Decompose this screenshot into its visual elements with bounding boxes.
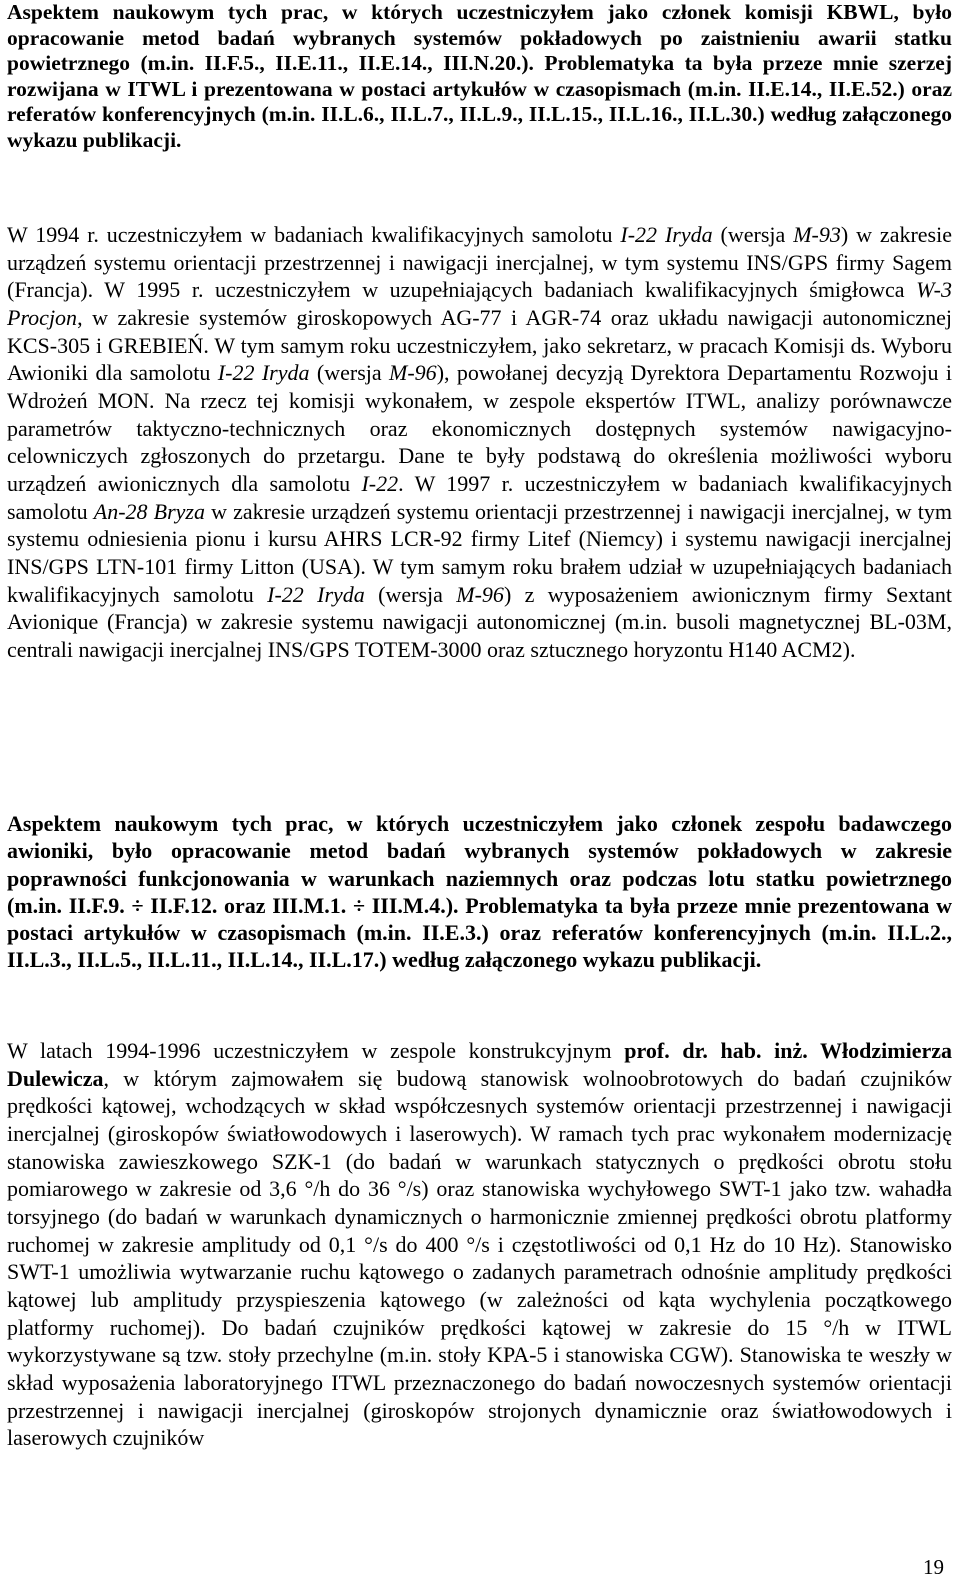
aircraft-version: M-96	[389, 360, 437, 386]
text-run: ) z wyposażeniem awionicznym firmy Sextant Avionique (Francja) w zakresie systemu nawigacji autonomicznej (m.in. busoli magnetycznej BL-03M, centrali nawigacji inercjalnej INS/GPS TOTEM-3000 oraz sztucznego horyzontu H140 ACM2).	[7, 581, 952, 662]
text-run: ), powołanej decyzją Dyrektora Departamentu Rozwoju i Wdrożeń MON. Na rzecz tej komisji wykonałem, w zespole ekspertów ITWL, analizy porównawcze parametrów taktyczno-technicznych oraz ekonomicznych dostępnych systemów nawigacyjno-celowniczych zgłoszonych do przetargu. Dane te były podstawą do określenia możliwości wyboru urządzeń awionicznych dla samolotu	[7, 360, 952, 496]
text-run: (wersja	[364, 581, 457, 607]
text-run: , w zakresie systemów giroskopowych AG-77 i AGR-74 oraz układu nawigacji autonomicznej KCS-305 i GREBIEŃ. W tym samym roku uczestniczyłem, jako sekretarz, w pracach Komisji ds. Wyboru Awioniki dla samolotu	[7, 304, 952, 386]
helicopter-name: W-3 Procjon	[7, 277, 952, 330]
page-number: 19	[923, 1555, 944, 1579]
paragraph-text: Aspektem naukowym tych prac, w których uczestniczyłem jako członek komisji KBWL, było opracowanie metod badań wybranych systemów pokładowych po zaistnieniu awarii statku powietrznego (m.in. II.F.5., II.E.11., II.E.14., III.N.20.). Problematyka ta była przeze mnie szerzej rozwijana w ITWL i prezentowana w postaci artykułów w czasopismach (m.in. II.E.14., II.E.52.) oraz referatów konferencyjnych (m.in. II.L.6., II.L.7., II.L.9., II.L.15., II.L.16., II.L.30.) według załączonego wykazu publikacji.	[7, 0, 952, 152]
text-run: . W 1997 r. uczestniczyłem w badaniach kwalifikacyjnych samolotu	[7, 470, 952, 524]
paragraph-test-stands	[7, 1037, 952, 1452]
text-run: w zakresie urządzeń systemu orientacji przestrzennej i nawigacji inercjalnej, w tym systemu odniesienia pionu i kursu AHRS LCR-92 firmy Litef (Niemcy) i systemu nawigacji inercjalnej INS/GPS LTN-101 firmy Litton (USA). W tym samym roku brałem udział w uzupełniających badaniach kwalifikacyjnych samolotu	[7, 498, 952, 607]
aircraft-version: M-93	[793, 222, 841, 247]
text-run: W latach 1994-1996 uczestniczyłem w zespole konstrukcyjnym	[7, 1038, 625, 1063]
text-run: (wersja	[712, 222, 794, 247]
aircraft-name: An-28 Bryza	[93, 498, 205, 524]
text-run: ) w zakresie urządzeń systemu orientacji przestrzennej i nawigacji inercjalnej, w tym systemu INS/GPS firmy Sagem (Francja). W 1995 r. uczestniczyłem w uzupełniających badaniach kwalifikacyjnych śmigłowca	[7, 222, 952, 303]
aircraft-name: I-22 Iryda	[620, 222, 713, 247]
text-run: , w którym zajmowałem się budową stanowisk wolnoobrotowych do badań czujników prędkości kątowej, wchodzących w skład współczesnych systemów orientacji przestrzennej i nawigacji inercjalnej (giroskopów światłowodowych i laserowych). W ramach tych prac wykonałem modernizację stanowiska zawieszkowego SZK-1 (do badań w warunkach statycznych o prędkości obrotu stołu pomiarowego w zakresie od 3,6 °/h do 36 °/s) oraz stanowiska wychyłowego SWT-1 jako tzw. wahadła torsyjnego (do badań w warunkach dynamicznych o harmonicznie zmiennej prędkości obrotu platformy ruchomej w zakresie amplitudy od 0,1 °/s do 400 °/s i częstotliwości od 0,1 Hz do 10 Hz). Stanowisko SWT-1 umożliwia wytwarzanie ruchu kątowego o zadanych parametrach odnośnie amplitudy prędkości kątowej lub amplitudy przyspieszenia kątowego (w zależności od kąta wychylenia początkowego platformy ruchomej). Do badań czujników prędkości kątowej w zakresie do 15 °/h w ITWL wykorzystywane są tzw. stoły przechylne (m.in. stoły KPA-5 i stanowiska CGW). Stanowiska te weszły w skład wyposażenia laboratoryjnego ITWL przeznaczonego do badań nowoczesnych systemów orientacji przestrzennej i nawigacji inercjalnej (giroskopów strojonych dynamicznie oraz światłowodowych i laserowych czujników	[7, 1065, 952, 1451]
text-run: (wersja	[309, 360, 390, 386]
person-name: prof. dr. hab. inż. Włodzimierza Dulewicza	[7, 1038, 952, 1091]
aircraft-name: I-22	[361, 470, 399, 496]
aircraft-name: I-22 Iryda	[217, 360, 310, 386]
aircraft-version: M-96	[456, 581, 504, 607]
paragraph-avionics-team-aspect	[7, 810, 952, 974]
paragraph-qualification-tests	[7, 221, 952, 664]
text-run: W 1994 r. uczestniczyłem w badaniach kwalifikacyjnych samolotu	[7, 222, 621, 247]
paragraph-text: Aspektem naukowym tych prac, w których uczestniczyłem jako członek zespołu badawczego awioniki, było opracowanie metod badań wybranych systemów pokładowych w zakresie poprawności funkcjonowania w warunkach naziemnych oraz podczas lotu statku powietrznego (m.in. II.F.9. ÷ II.F.12. oraz III.M.1. ÷ III.M.4.). Problematyka ta była przeze mnie prezentowana w postaci artykułów w czasopismach (m.in. II.E.3.) oraz referatów konferencyjnych (m.in. II.L.2., II.L.3., II.L.5., II.L.11., II.L.14., II.L.17.) według załączonego wykazu publikacji.	[7, 811, 952, 973]
aircraft-name: I-22 Iryda	[267, 581, 365, 607]
paragraph-kbwl-aspect	[7, 0, 952, 154]
